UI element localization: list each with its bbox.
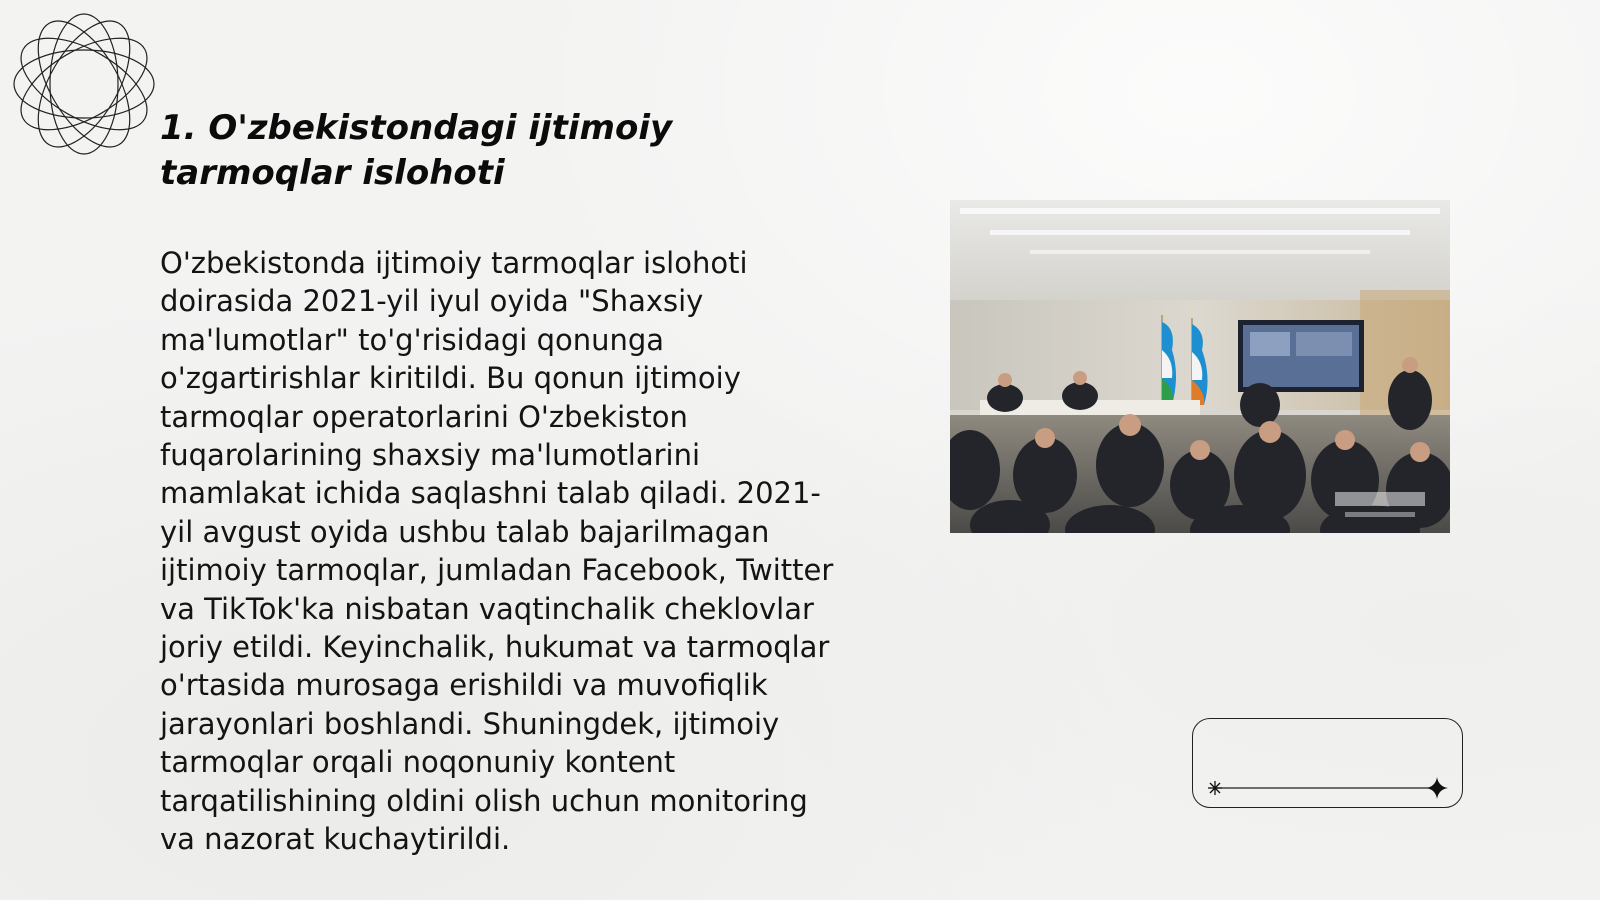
sparkle-icon — [1426, 777, 1448, 799]
meeting-photo — [950, 200, 1450, 533]
starburst-icon — [1208, 781, 1222, 795]
timeline-line — [1193, 719, 1464, 809]
slide-title: 1. O'zbekistondagi ijtimoiy tarmoqlar islohoti — [160, 108, 673, 193]
wireframe-orb-icon — [10, 10, 158, 158]
slide-body-text: O'zbekistonda ijtimoiy tarmoqlar islohoti doirasida 2021-yil iyul oyida "Shaxsiy ma'lumotlar" to'g'risidagi qonunga o'zgartirishlar kiritildi. Bu qonun ijtimoiy tarmoqlar operatorlarini O'zbekiston fuqarolarining shaxsiy ma'lumotlarini mamlakat ichida saqlashni talab qiladi. 2021-yil avgust oyida ushbu talab bajarilmagan ijtimoiy tarmoqlar, jumladan Facebook, Twitter va TikTok'ka nisbatan vaqtinchalik cheklovlar joriy etildi. Keyinchalik, hukumat va tarmoqlar o'rtasida murosaga erishildi va muvofiqlik jarayonlari boshlandi. Shuningdek, ijtimoiy tarmoqlar orqali noqonuniy kontent tarqatilishining oldini olish uchun monitoring va nazorat kuchaytirildi. — [160, 246, 834, 857]
timeline-frame — [1192, 718, 1463, 808]
